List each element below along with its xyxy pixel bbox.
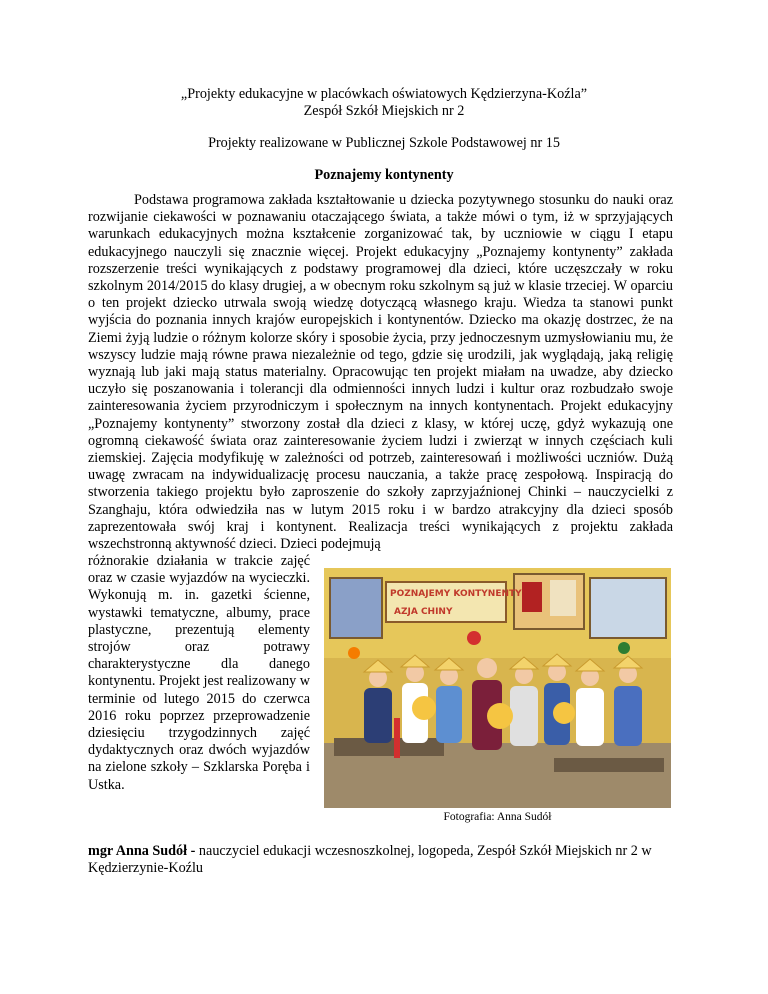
main-paragraph: Podstawa programowa zakłada kształtowanie u dziecka pozytywnego stosunku do nauki oraz rozwijanie ciekawości w poznawaniu otaczającego świata, a także mówi o tym, iż w sprzyjających warunkach edukacyjnych można kształcenie zorganizować tak, by uczniowie w ciągu I etapu edukacyjnego nauczyli się znacznie więcej. Projekt edukacyjny „Poznajemy kontynenty” zakłada rozszerzenie treści wynikających z podstawy programowej dla dzieci, które uczęszczały w roku szkolnym 2014/2015 do klasy drugiej, a w obecnym roku szkolnym są już w klasie trzeciej. W oparciu o ten projekt dziecko utrwala swoją wiedzę dotyczącą własnego kraju. Wiedza ta stanowi punkt wyjścia do poznania innych krajów europejskich i kontynentów. Dziecko ma okazję dostrzec, że na Ziemi żyją ludzie o różnym kolorze skóry i sposobie życia, przy jednoczesnym uzmysłowianiu mu, że wszyscy ludzie mają równe prawa niezależnie od tego, gdzie się urodzili, jak wyglądają, jaką religię wyznają lub jaki mają status materialny. Opracowując ten projekt miałam na uwadze, aby dziecko uczyło się poszanowania i tolerancji dla odmienności innych ludzi i kultur oraz rozbudzało swoje zainteresowania życiem przyrodniczym i społecznym na innych kontynentach. Projekt edukacyjny „Poznajemy kontynenty” stworzony został dla dzieci z klasy, w której uczę, gdyż wykazują one ogromną ciekawość świata oraz zainteresowanie życiem ludzi i zwierząt w innych częściach kuli ziemskiej. Zajęcia modyfikuję w zależności od potrzeb, zainteresowań i możliwości uczniów. Dużą uwagę zwracam na indywidualizację procesu nauczania, a także pracę zespołową. Inspiracją do stworzenia takiego projektu było zaproszenie do szkoły zaprzyjaźnionej Chinki – nauczycielki z Szanghaju, która odwiedziła nas w lutym 2015 roku i w bardzo atrakcyjny dla dzieci sposób zaprezentowała swój kraj i kontynent. Realizacja treści wynikających z projektu zakłada wszechstronną aktywność dzieci. Dzieci podejmują (88, 192, 673, 553)
author-note (88, 843, 673, 877)
header-line-2: Zespół Szkół Miejskich nr 2 (303, 103, 465, 119)
poster-text-2: AZJA CHINY (394, 607, 453, 617)
header-line-1: „Projekty edukacyjne w placówkach oświatowych Kędzierzyna-Koźla” (180, 86, 588, 102)
header-line-3: Projekty realizowane w Publicznej Szkole Podstawowej nr 15 (208, 135, 560, 151)
photo-caption: Fotografia: Anna Sudół (443, 811, 552, 823)
author-name: mgr Anna Sudół - (88, 843, 196, 859)
document-title: Poznajemy kontynenty (314, 167, 454, 183)
class-photo (324, 568, 671, 808)
poster-text-1: POZNAJEMY KONTYNENTY (390, 589, 522, 599)
side-paragraph: różnorakie działania w trakcie zajęć oraz w czasie wyjazdów na wycieczki. Wykonują m. in. gazetki ścienne, wystawki tematyczne, albumy, prace plastyczne, prezentują elementy strojów oraz potrawy charakterystyczne dla danego kontynentu. Projekt jest realizowany w terminie od lutego 2015 do czerwca 2016 roku poprzez przeprowadzenie dziesięciu trzygodzinnych zajęć dydaktycznych oraz dwóch wyjazdów na zielone szkoły – Szklarska Poręba i Ustka. (88, 553, 310, 793)
author-description: nauczyciel edukacji wczesnoszkolnej, logopeda, Zespół Szkół Miejskich nr 2 w Kędzierzynie-Koźlu (88, 843, 652, 877)
